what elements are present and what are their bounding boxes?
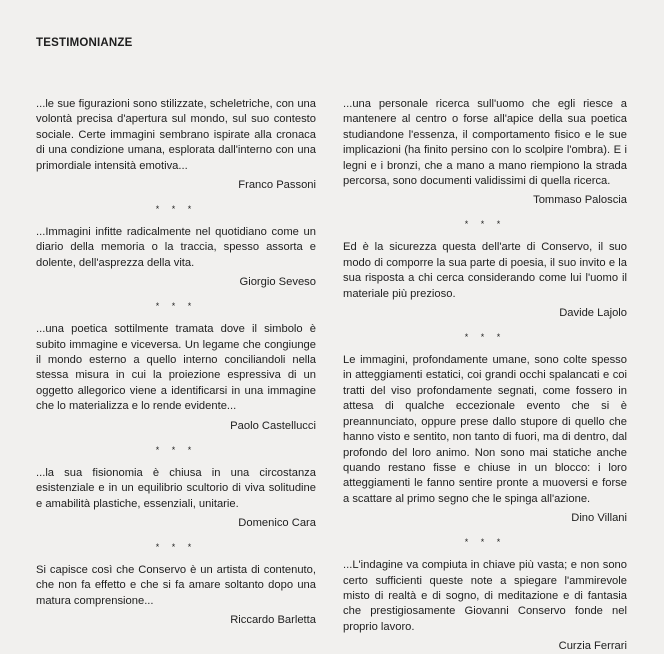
testimonial-author: Tommaso Paloscia [533, 194, 627, 207]
testimonial-author: Riccardo Barletta [230, 614, 316, 627]
testimonial-entry [36, 322, 316, 433]
testimonial-entry [343, 97, 627, 208]
separator: * * * [155, 204, 197, 215]
testimonial-entry [343, 240, 627, 321]
separator: * * * [155, 541, 197, 552]
testimonial-text: ...una poetica sottilmente tramata dove il simbolo è subito immagine e viceversa. Un legame che congiunge il mondo esterno a quello interno conciliandoli nella stessa misura in cui la proiezione espressiva di un oggetto allegorico viene a identificarsi in una immagine che lo materializza e lo rende evidente... [36, 323, 316, 413]
testimonial-text: ...una personale ricerca sull'uomo che egli riesce a mantenere al centro o forse all'apice della sua poetica studiandone l'essenza, il comportamento fisico e le sue implicazioni (ha finito persino con lo scolpire l'ombra). E i legni e i bronzi, che a mano a mano riempiono la strada percorsa, sono documenti validissimi di quella ricerca. [343, 98, 627, 188]
separator: * * * [464, 219, 506, 230]
separator: * * * [464, 537, 506, 548]
testimonial-text: Ed è la sicurezza questa dell'arte di Conservo, il suo modo di comporre la sua parte di poesia, il suo invito e la sua risposta a chi cerca considerando come lui l'uomo il materiale più prezioso. [343, 241, 627, 300]
testimonial-author: Paolo Castellucci [230, 419, 316, 432]
testimonial-text: ...L'indagine va compiuta in chiave più vasta; e non sono certo sufficienti queste note a spiegare l'ammirevole misto di realtà e di sogno, di meditazione e di fantasia che prestigiosamente Giovanni Conservo fonde nel proprio lavoro. [343, 559, 627, 633]
testimonial-author: Franco Passoni [238, 179, 316, 192]
testimonial-entry [343, 558, 627, 654]
testimonial-entry [343, 353, 627, 526]
testimonial-author: Dino Villani [571, 512, 627, 525]
testimonial-text: Le immagini, profondamente umane, sono colte spesso in atteggiamenti estatici, coi grandi occhi spalancati e coi tratti del viso profondamente segnati, come fossero in attesa di qualche eccezionale evento che si è preannunciato, oppure prese dallo stupore di quello che hanno visto e sentito, non tanto di fuori, ma di dentro, dal profondo del loro animo. Non sono mai statiche anche quando restano fisse e chiuse in un blocco: i loro atteggiamenti le fanno sentire pronte a muoversi e forse a scattare al primo segno che le spinga all'azione. [343, 354, 627, 505]
testimonial-text: ...la sua fisionomia è chiusa in una circostanza esistenziale e in un equilibrio scultorio di viva solitudine e amabilità plastiche, essenziali, unitarie. [36, 466, 316, 510]
testimonial-entry [36, 225, 316, 290]
testimonial-author: Domenico Cara [238, 516, 316, 529]
separator: * * * [155, 301, 197, 312]
testimonial-text: ...le sue figurazioni sono stilizzate, scheletriche, con una volontà precisa d'apertura sul mondo, sul suo contesto sociale. Certe immagini sembrano ispirate alla cronaca di una condizione umana, esplorata dall'interno con una primordiale intensità emotiva... [36, 98, 316, 172]
testimonial-entry [36, 563, 316, 628]
testimonial-entry [36, 466, 316, 531]
right-column [343, 97, 627, 654]
testimonial-entry [36, 97, 316, 193]
testimonial-text: Si capisce così che Conservo è un artista di contenuto, che non fa effetto e che si fa amare soltanto dopo una matura comprensione... [36, 563, 316, 607]
left-column [36, 97, 316, 628]
testimonial-author: Giorgio Seveso [239, 276, 316, 289]
testimonial-author: Davide Lajolo [559, 307, 627, 320]
testimonial-text: ...Immagini infitte radicalmente nel quotidiano come un diario della memoria o la traccia, spesso assorta e dolente, dell'asprezza della vita. [36, 226, 316, 269]
separator: * * * [464, 332, 506, 343]
testimonial-author: Curzia Ferrari [558, 640, 627, 653]
page-title: TESTIMONIANZE [36, 37, 133, 49]
separator: * * * [155, 444, 197, 455]
